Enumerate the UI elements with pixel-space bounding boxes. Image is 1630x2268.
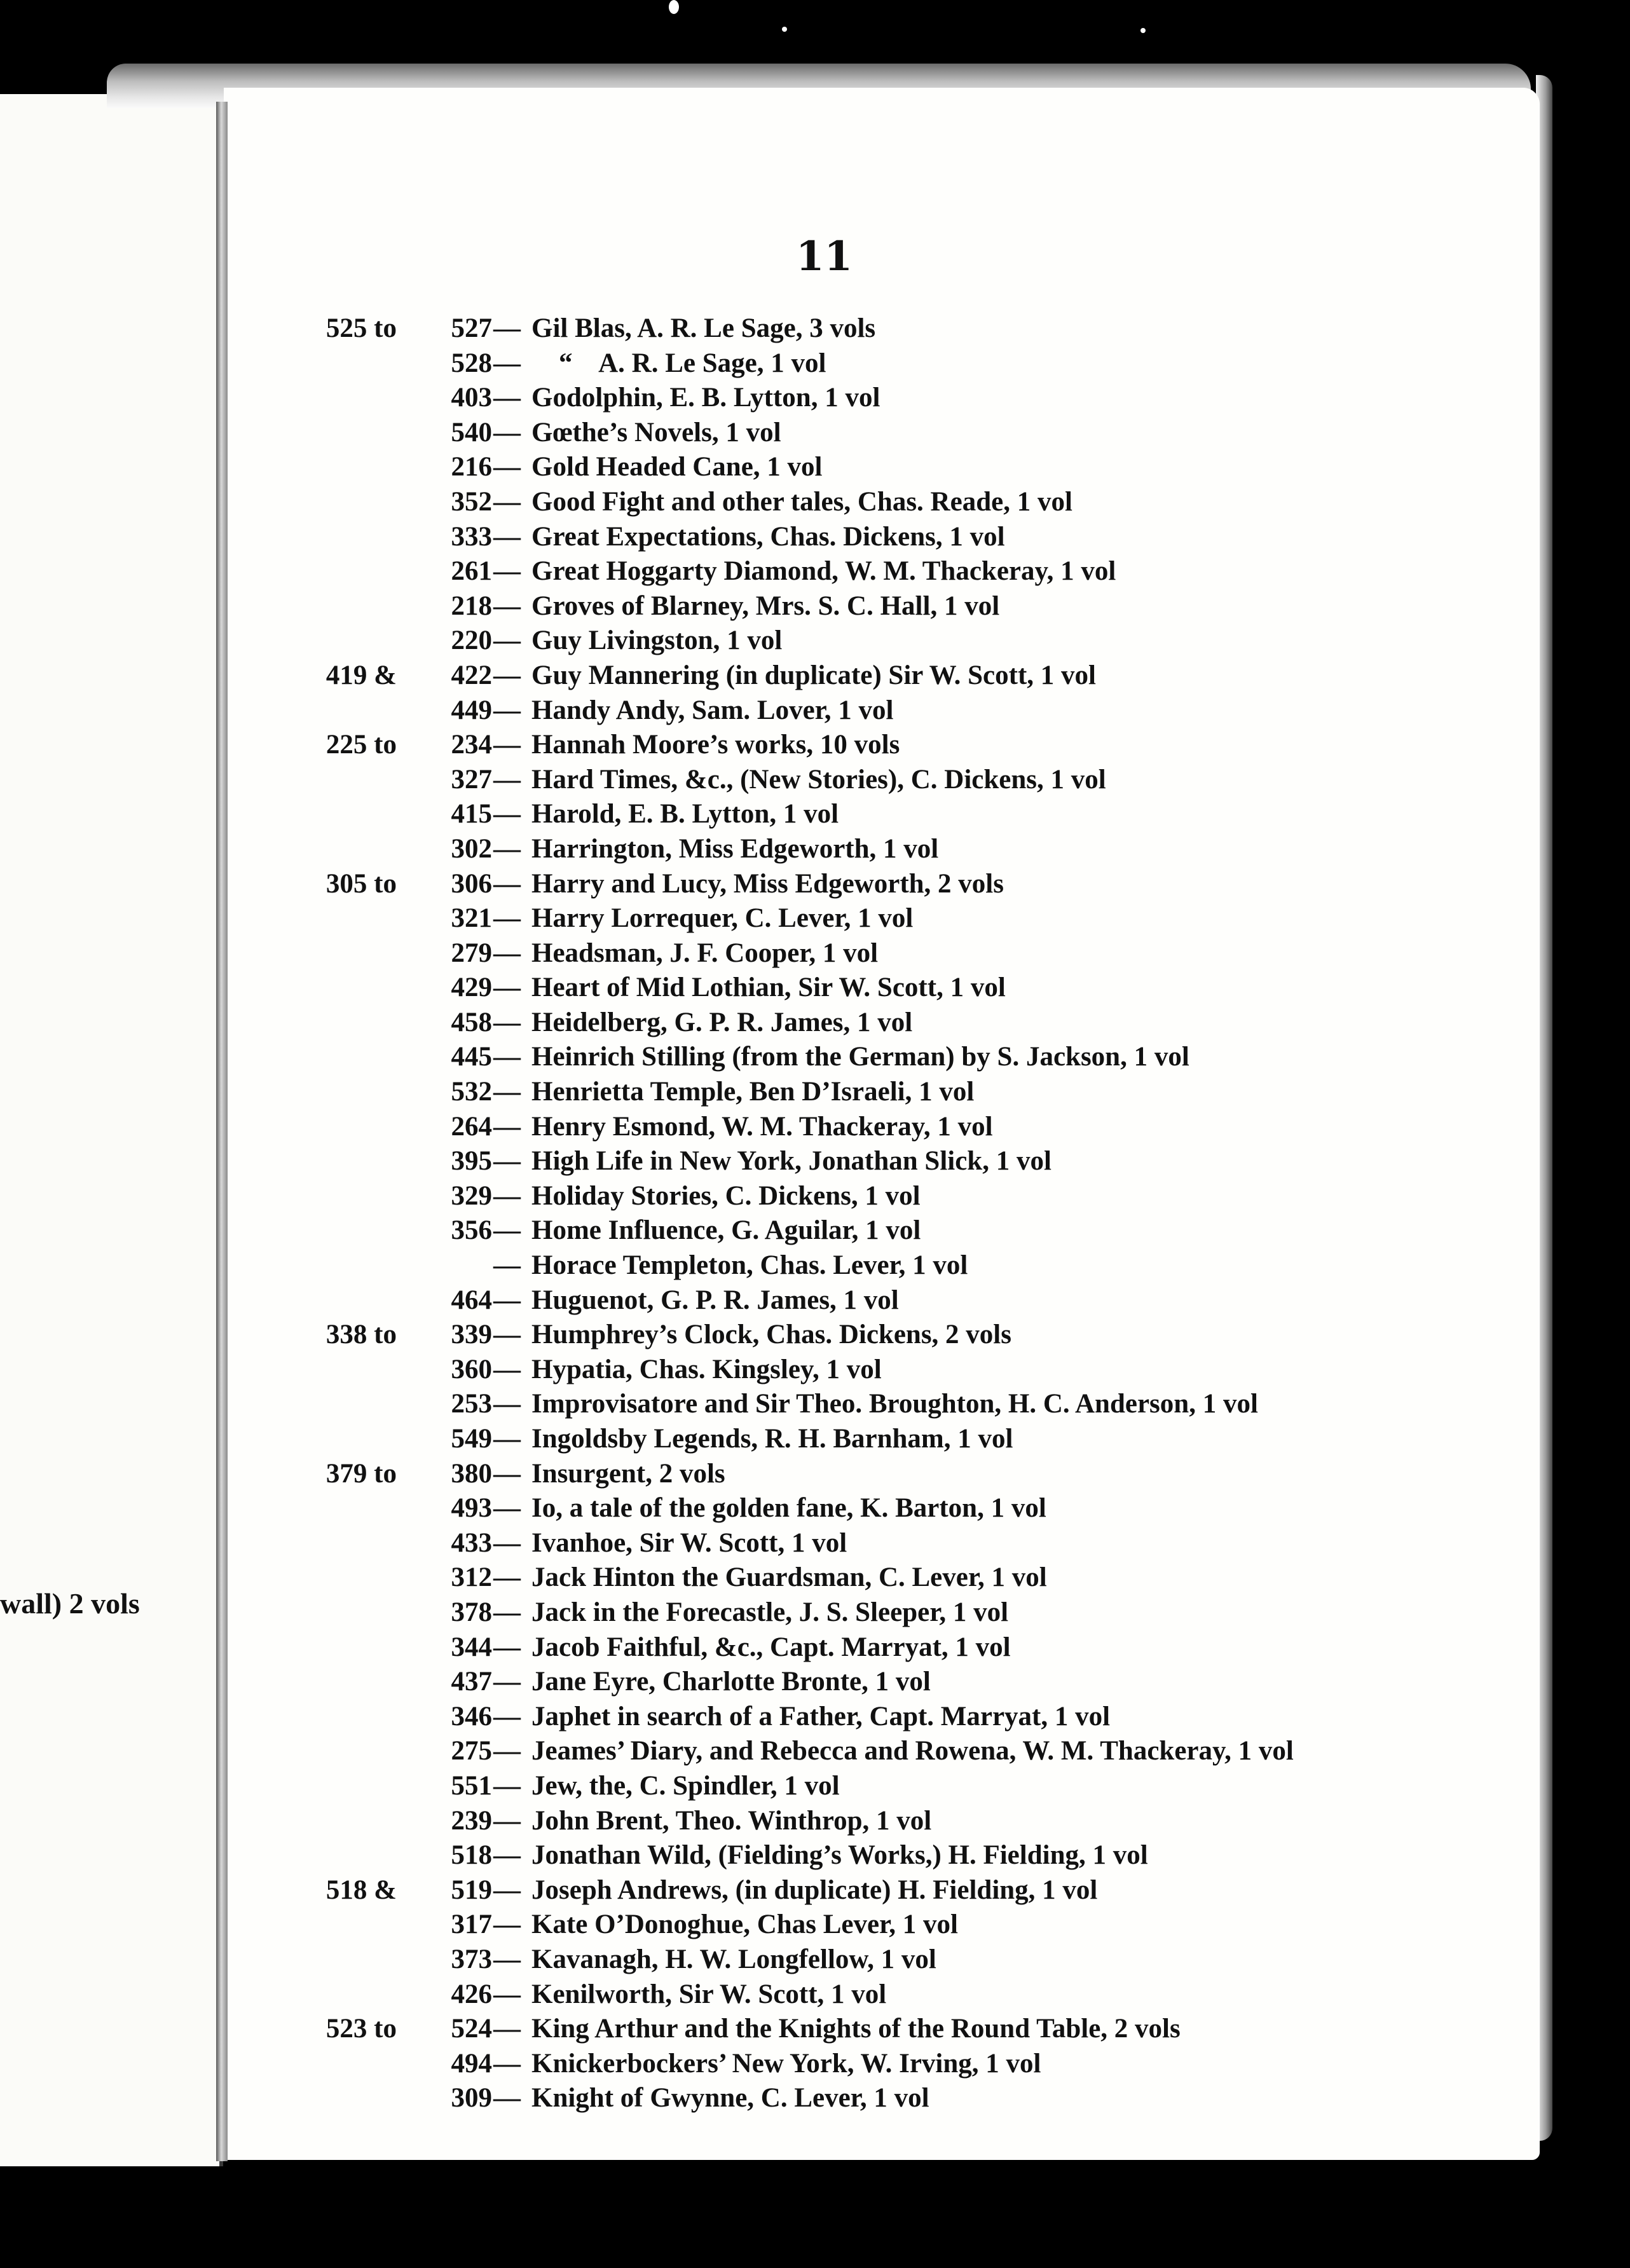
entry-title: Great Expectations, Chas. Dickens, 1 vol — [531, 521, 1005, 552]
entry-title: Io, a tale of the golden fane, K. Barton, 1 vol — [531, 1493, 1046, 1524]
entry-dash: — — [493, 625, 521, 656]
entry-number: 261 — [451, 556, 492, 587]
entry-dash: — — [493, 2048, 521, 2079]
entry-number: 373 — [451, 1944, 492, 1974]
catalog-entry — [284, 381, 1530, 416]
entry-range-prefix: 379 to — [325, 1458, 397, 1489]
entry-title: Knickerbockers’ New York, W. Irving, 1 vol — [531, 2048, 1041, 2079]
catalog-page — [224, 88, 1540, 2160]
entry-dash: — — [493, 1909, 521, 1940]
entry-number: 528 — [451, 348, 492, 378]
entry-title: Handy Andy, Sam. Lover, 1 vol — [531, 695, 894, 725]
catalog-entry — [284, 1040, 1530, 1075]
entry-dash: — — [493, 591, 521, 621]
catalog-entry — [284, 1978, 1530, 2012]
entry-dash: — — [493, 1805, 521, 1836]
entry-number: 339 — [451, 1320, 492, 1350]
entry-dash: — — [493, 1736, 521, 1766]
catalog-entry — [284, 1908, 1530, 1943]
entry-dash: — — [493, 486, 521, 517]
entry-dash: — — [493, 1354, 521, 1384]
entry-number: 234 — [451, 730, 492, 760]
catalog-entry — [284, 346, 1530, 381]
entry-title: Heidelberg, G. P. R. James, 1 vol — [531, 1007, 913, 1037]
entry-dash: — — [493, 1944, 521, 1974]
entry-number: 449 — [451, 695, 492, 725]
catalog-entry — [284, 450, 1530, 485]
previous-page — [0, 94, 223, 2166]
catalog-entry — [284, 1491, 1530, 1526]
entry-dash: — — [493, 417, 521, 447]
entry-title: Hannah Moore’s works, 10 vols — [531, 730, 900, 760]
entry-number: 346 — [451, 1701, 492, 1732]
entry-title: Harold, E. B. Lytton, 1 vol — [531, 799, 839, 830]
entry-title: Harry Lorrequer, C. Lever, 1 vol — [531, 903, 914, 934]
catalog-entry — [284, 971, 1530, 1006]
entry-range-prefix: 523 to — [325, 2014, 397, 2044]
entry-title: Heart of Mid Lothian, Sir W. Scott, 1 vol — [531, 973, 1006, 1003]
entry-number: 239 — [451, 1805, 492, 1836]
entry-number: 327 — [451, 764, 492, 795]
entry-dash: — — [493, 868, 521, 899]
catalog-entry — [284, 1387, 1530, 1422]
catalog-entry — [284, 554, 1530, 589]
entry-number: 275 — [451, 1736, 492, 1766]
entry-title: Jack in the Forecastle, J. S. Sleeper, 1 vol — [531, 1597, 1009, 1627]
entry-title: Hypatia, Chas. Kingsley, 1 vol — [531, 1354, 882, 1384]
entry-title: Gold Headed Cane, 1 vol — [531, 452, 823, 482]
catalog-entry — [284, 763, 1530, 798]
catalog-entry — [284, 2012, 1530, 2047]
entry-number: 549 — [451, 1424, 492, 1454]
entry-number: 264 — [451, 1111, 492, 1142]
entry-dash: — — [493, 1180, 521, 1211]
entry-dash: — — [493, 1007, 521, 1037]
entry-title: Heinrich Stilling (from the German) by S. Jackson, 1 vol — [531, 1042, 1189, 1072]
catalog-entry — [284, 311, 1530, 346]
entry-range-prefix: 305 to — [325, 868, 397, 899]
entry-number: 344 — [451, 1632, 492, 1662]
entry-title: Harry and Lucy, Miss Edgeworth, 2 vols — [531, 868, 1004, 899]
entry-number: 532 — [451, 1077, 492, 1107]
entry-number: 306 — [451, 868, 492, 899]
entry-title: John Brent, Theo. Winthrop, 1 vol — [531, 1805, 932, 1836]
entry-dash: — — [493, 383, 521, 413]
entry-number: 279 — [451, 938, 492, 968]
catalog-entry — [284, 901, 1530, 936]
entry-dash: — — [493, 313, 521, 343]
entry-dash: — — [493, 938, 521, 968]
entry-number: 518 — [451, 1840, 492, 1871]
catalog-entry — [284, 589, 1530, 624]
entry-number: 494 — [451, 2048, 492, 2079]
catalog-entry — [284, 1769, 1530, 1804]
catalog-entry — [284, 1110, 1530, 1145]
entry-number: 551 — [451, 1770, 492, 1801]
entry-dash: — — [493, 973, 521, 1003]
catalog-entry — [284, 1075, 1530, 1110]
entry-number: 312 — [451, 1562, 492, 1593]
entry-title: Great Hoggarty Diamond, W. M. Thackeray, 1 vol — [531, 556, 1116, 587]
catalog-entry — [284, 1283, 1530, 1318]
entry-number: 356 — [451, 1215, 492, 1246]
entry-dash: — — [493, 1389, 521, 1419]
entry-range-prefix: 419 & — [325, 660, 397, 690]
entry-dash: — — [493, 833, 521, 864]
catalog-entry — [284, 1804, 1530, 1839]
entry-title: Good Fight and other tales, Chas. Reade, 1 vol — [531, 486, 1072, 517]
entry-title: Headsman, J. F. Cooper, 1 vol — [531, 938, 879, 968]
scan-speck — [782, 27, 787, 32]
catalog-entry — [284, 797, 1530, 832]
catalog-entry — [284, 1006, 1530, 1041]
entry-title: Guy Mannering (in duplicate) Sir W. Scott, 1 vol — [531, 660, 1096, 690]
entry-title: Ivanhoe, Sir W. Scott, 1 vol — [531, 1527, 847, 1558]
entry-dash: — — [493, 1285, 521, 1315]
catalog-entry — [284, 485, 1530, 520]
catalog-entry — [284, 416, 1530, 451]
entry-title: Joseph Andrews, (in duplicate) H. Fielding, 1 vol — [531, 1875, 1098, 1905]
entry-title: Jacob Faithful, &c., Capt. Marryat, 1 vol — [531, 1632, 1011, 1662]
entry-number: 329 — [451, 1180, 492, 1211]
page-number: 11 — [796, 233, 853, 280]
entry-dash: — — [493, 903, 521, 934]
catalog-entry — [284, 1665, 1530, 1700]
entry-dash: — — [493, 1215, 521, 1246]
entry-title: Harrington, Miss Edgeworth, 1 vol — [531, 833, 939, 864]
entry-title: Kenilworth, Sir W. Scott, 1 vol — [531, 1979, 887, 2009]
entry-dash: — — [493, 1632, 521, 1662]
catalog-entry — [284, 1144, 1530, 1179]
entry-dash: — — [493, 2014, 521, 2044]
catalog-entry — [284, 936, 1530, 971]
catalog-entry — [284, 1353, 1530, 1388]
entry-title: Jew, the, C. Spindler, 1 vol — [531, 1770, 840, 1801]
entry-title: Kavanagh, H. W. Longfellow, 1 vol — [531, 1944, 936, 1974]
entry-range-prefix: 338 to — [325, 1320, 397, 1350]
entry-dash: — — [493, 660, 521, 690]
entry-dash: — — [493, 1770, 521, 1801]
catalog-entry — [284, 1873, 1530, 1908]
entry-dash: — — [493, 1250, 521, 1281]
entry-number: 415 — [451, 799, 492, 830]
entry-dash: — — [493, 1042, 521, 1072]
entry-title: Knight of Gwynne, C. Lever, 1 vol — [531, 2083, 929, 2114]
catalog-entry — [284, 1179, 1530, 1214]
entry-dash: — — [493, 1527, 521, 1558]
entry-dash: — — [493, 1979, 521, 2009]
entry-title: Jeames’ Diary, and Rebecca and Rowena, W. M. Thackeray, 1 vol — [531, 1736, 1294, 1766]
entry-number: 403 — [451, 383, 492, 413]
entry-number: 395 — [451, 1146, 492, 1177]
entry-number: 464 — [451, 1285, 492, 1315]
entry-title: King Arthur and the Knights of the Round Table, 2 vols — [531, 2014, 1181, 2044]
entry-dash: — — [493, 521, 521, 552]
entry-number: 527 — [451, 313, 492, 343]
entry-dash: — — [493, 695, 521, 725]
catalog-entries — [284, 311, 1530, 2116]
entry-number: 524 — [451, 2014, 492, 2044]
entry-dash: — — [493, 764, 521, 795]
entry-title: Henry Esmond, W. M. Thackeray, 1 vol — [531, 1111, 993, 1142]
catalog-entry — [284, 624, 1530, 659]
entry-dash: — — [493, 1875, 521, 1905]
catalog-entry — [284, 832, 1530, 867]
entry-dash: — — [493, 348, 521, 378]
catalog-entry — [284, 1457, 1530, 1492]
entry-title: Gœthe’s Novels, 1 vol — [531, 417, 781, 447]
catalog-entry — [284, 1630, 1530, 1665]
catalog-entry — [284, 1318, 1530, 1353]
entry-number: 429 — [451, 973, 492, 1003]
entry-title: Godolphin, E. B. Lytton, 1 vol — [531, 383, 880, 413]
catalog-entry — [284, 1734, 1530, 1769]
entry-range-prefix: 225 to — [325, 730, 397, 760]
catalog-entry — [284, 1526, 1530, 1561]
entry-number: 378 — [451, 1597, 492, 1627]
entry-title: Henrietta Temple, Ben D’Israeli, 1 vol — [531, 1077, 975, 1107]
entry-range-prefix: 525 to — [325, 313, 397, 343]
entry-number: 540 — [451, 417, 492, 447]
catalog-entry — [284, 693, 1530, 728]
entry-number: 380 — [451, 1458, 492, 1489]
catalog-entry — [284, 2081, 1530, 2116]
entry-dash: — — [493, 556, 521, 587]
entry-title: “ A. R. Le Sage, 1 vol — [531, 348, 826, 378]
entry-number: 493 — [451, 1493, 492, 1524]
catalog-entry — [284, 1700, 1530, 1735]
entry-title: Huguenot, G. P. R. James, 1 vol — [531, 1285, 899, 1315]
catalog-entry — [284, 1943, 1530, 1978]
entry-number: 253 — [451, 1389, 492, 1419]
book-gutter — [216, 102, 228, 2161]
entry-dash: — — [493, 730, 521, 760]
entry-dash: — — [493, 1667, 521, 1697]
catalog-entry — [284, 1561, 1530, 1595]
entry-title: Jonathan Wild, (Fielding’s Works,) H. Fielding, 1 vol — [531, 1840, 1148, 1871]
entry-number: 309 — [451, 2083, 492, 2114]
entry-title: Gil Blas, A. R. Le Sage, 3 vols — [531, 313, 876, 343]
entry-title: Japhet in search of a Father, Capt. Marryat, 1 vol — [531, 1701, 1111, 1732]
entry-number: 321 — [451, 903, 492, 934]
entry-title: Groves of Blarney, Mrs. S. C. Hall, 1 vol — [531, 591, 1000, 621]
catalog-entry — [284, 1422, 1530, 1457]
entry-number: 437 — [451, 1667, 492, 1697]
catalog-entry — [284, 1213, 1530, 1248]
entry-number: 433 — [451, 1527, 492, 1558]
entry-dash: — — [493, 1424, 521, 1454]
entry-number: 422 — [451, 660, 492, 690]
catalog-entry — [284, 867, 1530, 902]
entry-title: Hard Times, &c., (New Stories), C. Dickens, 1 vol — [531, 764, 1106, 795]
entry-title: Ingoldsby Legends, R. H. Barnham, 1 vol — [531, 1424, 1013, 1454]
scan-speck — [669, 0, 679, 14]
previous-page-fragment: wall) 2 vols — [0, 1587, 140, 1620]
entry-number: 216 — [451, 452, 492, 482]
entry-number: 352 — [451, 486, 492, 517]
entry-number: 302 — [451, 833, 492, 864]
entry-number: 333 — [451, 521, 492, 552]
entry-number: 426 — [451, 1979, 492, 2009]
entry-title: High Life in New York, Jonathan Slick, 1 vol — [531, 1146, 1051, 1177]
entry-title: Horace Templeton, Chas. Lever, 1 vol — [531, 1250, 968, 1281]
entry-number: 519 — [451, 1875, 492, 1905]
entry-title: Guy Livingston, 1 vol — [531, 625, 783, 656]
entry-number: 218 — [451, 591, 492, 621]
catalog-entry — [284, 1838, 1530, 1873]
entry-number: 317 — [451, 1909, 492, 1940]
entry-dash: — — [493, 1597, 521, 1627]
catalog-entry — [284, 1248, 1530, 1283]
entry-title: Insurgent, 2 vols — [531, 1458, 725, 1489]
entry-dash: — — [493, 1493, 521, 1524]
entry-dash: — — [493, 1320, 521, 1350]
entry-range-prefix: 518 & — [325, 1875, 397, 1905]
scan-speck — [1140, 28, 1146, 33]
entry-title: Humphrey’s Clock, Chas. Dickens, 2 vols — [531, 1320, 1011, 1350]
entry-dash: — — [493, 2083, 521, 2114]
entry-dash: — — [493, 1458, 521, 1489]
entry-dash: — — [493, 1562, 521, 1593]
entry-dash: — — [493, 1146, 521, 1177]
entry-dash: — — [493, 799, 521, 830]
catalog-entry — [284, 520, 1530, 555]
entry-dash: — — [493, 452, 521, 482]
entry-dash: — — [493, 1701, 521, 1732]
entry-title: Kate O’Donoghue, Chas Lever, 1 vol — [531, 1909, 958, 1940]
entry-dash: — — [493, 1840, 521, 1871]
entry-title: Holiday Stories, C. Dickens, 1 vol — [531, 1180, 921, 1211]
entry-title: Jane Eyre, Charlotte Bronte, 1 vol — [531, 1667, 931, 1697]
entry-number: 360 — [451, 1354, 492, 1384]
entry-title: Jack Hinton the Guardsman, C. Lever, 1 vol — [531, 1562, 1047, 1593]
entry-number: 220 — [451, 625, 492, 656]
entry-dash: — — [493, 1111, 521, 1142]
catalog-entry — [284, 728, 1530, 763]
entry-title: Home Influence, G. Aguilar, 1 vol — [531, 1215, 921, 1246]
entry-title: Improvisatore and Sir Theo. Broughton, H. C. Anderson, 1 vol — [531, 1389, 1258, 1419]
entry-dash: — — [493, 1077, 521, 1107]
catalog-entry — [284, 1595, 1530, 1630]
catalog-entry — [284, 2047, 1530, 2082]
catalog-entry — [284, 659, 1530, 693]
entry-number: 458 — [451, 1007, 492, 1037]
entry-number: 445 — [451, 1042, 492, 1072]
